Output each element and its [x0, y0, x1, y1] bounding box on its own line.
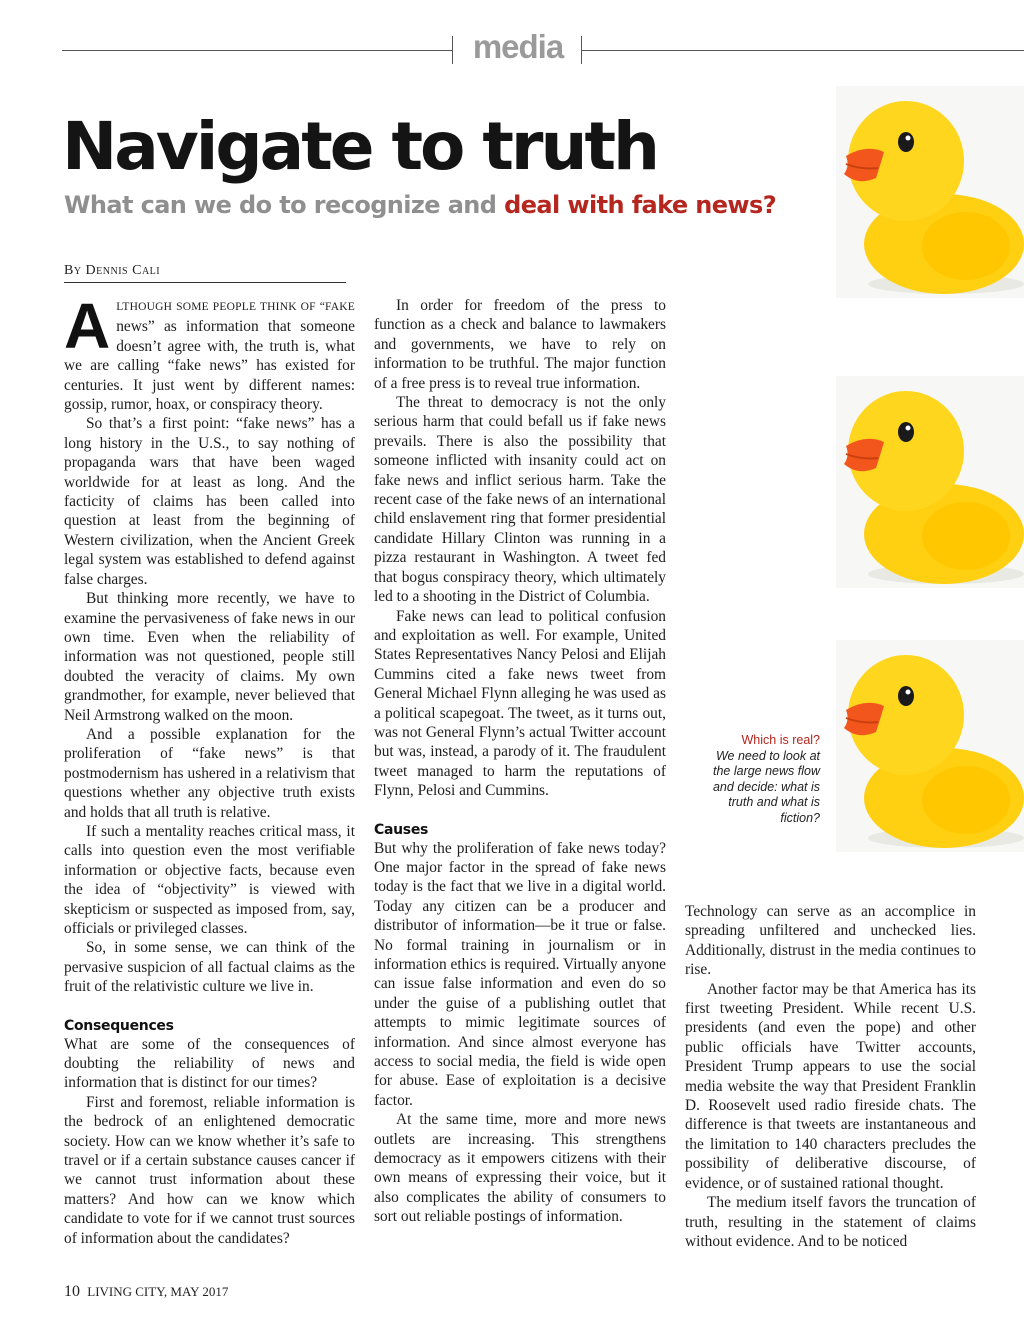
- heading-consequences: Consequences: [64, 1017, 174, 1034]
- paragraph: Technology can serve as an accomplice in spreading unfiltered and unchecked lies. Additionally, distrust in the media continues to rise.: [685, 903, 976, 979]
- section-label: media: [472, 28, 564, 65]
- caption-title: Which is real?: [741, 733, 820, 747]
- paragraph: First and foremost, reliable information is the bedrock of an enlightened democratic society. How can we know whether it’s safe to travel or if a certain substance causes cancer if we cannot trust information about these matters? And how can we know which candidate to vote for if we cannot trust sources of information about the candidates?: [64, 1093, 355, 1247]
- paragraph: But thinking more recently, we have to examine the pervasiveness of fake news in our own time. Even when the reliability of information was not questioned, people still doubted the veracity of claims. My own grandmother, for example, never believed that Neil Armstrong walked on the moon.: [64, 590, 355, 724]
- page-footer: [64, 1283, 228, 1301]
- article-column-1: [64, 290, 355, 1248]
- paragraph: Another factor may be that America has its first tweeting President. While recent U.S. presidents (and even the pope) and other public officials have Twitter accounts, President Trump appears to use the social media website the way that President Franklin D. Roosevelt used radio fireside chats. The difference is that tweets are instantaneous and the limitation to 140 characters precludes the possibility of deliberative discourse, of evidence, or of sustained rational thought.: [685, 980, 976, 1192]
- opening-text: news” as information that someone doesn’t agree with, the truth is, what we are calling “fake news” has existed for centuries. It just went by different names: gossip, rumor, hoax, or conspiracy theory.: [64, 318, 355, 414]
- paragraph: Fake news can lead to political confusion and exploitation as well. For example, United States Representatives Nancy Pelosi and Elijah Cummins cited a fake news tweet from General Michael Flynn alleging he was used as a political scapegoat. The tweet, as it turns out, was not General Flynn’s actual Twitter account but was, instead, a parody of it. The fraudulent tweet managed to harm the reputations of Flynn, Pelosi and Cummins.: [374, 607, 666, 800]
- article-column-2: [374, 296, 666, 1227]
- rubber-duck-photo-1: [836, 86, 1024, 298]
- paragraph: So, in some sense, we can think of the pervasive suspicion of all factual claims as the fruit of the relativistic culture we live in.: [64, 939, 355, 996]
- caption-text: We need to look at the large news flow and decide: what is truth and what is fiction?: [712, 748, 820, 825]
- byline-rule: [64, 282, 346, 283]
- section-rule-right: [582, 50, 1024, 51]
- paragraph: In order for freedom of the press to function as a check and balance to lawmakers and governments, we have to rely on information to be truthful. The major function of a free press is to reveal true information.: [374, 297, 666, 392]
- section-tick-left: [452, 36, 453, 64]
- paragraph: The threat to democracy is not the only serious harm that could befall us if fake news prevails. There is also the possibility that someone inflicted with insanity could act on fake news and inflict serious harm. Take the recent case of the fake news of an international child enslavement ring that former presidential candidate Hillary Clinton was running in a pizza restaurant in Washington. A tweet fed that bogus conspiracy theory, which ultimately led to a shooting in the District of Columbia.: [374, 394, 666, 606]
- paragraph: At the same time, more and more news outlets are increasing. This strengthens democracy as it empowers citizens with their own means of expressing their voice, but it also complicates the ability of consumers to sort out reliable postings of information.: [374, 1111, 666, 1226]
- opening-smallcaps: LTHOUGH SOME PEOPLE THINK OF “FAKE: [116, 301, 355, 313]
- photo-caption: [700, 733, 820, 826]
- paragraph: If such a mentality reaches critical mass, it calls into question even the most verifiable information or objective facts, because even the idea of “objectivity” is viewed with skepticism or suspected as imposed from, say, officials or privileged classes.: [64, 822, 355, 937]
- paragraph: What are some of the consequences of doubting the reliability of news and information that is distinct for our times?: [64, 1035, 355, 1092]
- heading-causes: Causes: [374, 821, 429, 838]
- article-subheadline: [64, 191, 776, 219]
- paragraph: So that’s a first point: “fake news” has a long history in the U.S., to say nothing of propaganda wars that have been waged worldwide for at least as long. And the facticity of claims has been called into question at least from the beginning of Western civilization, when the Ancient Greek legal system was established to defend against false charges.: [64, 415, 355, 588]
- subheadline-lead: What can we do to recognize and: [64, 191, 505, 219]
- section-rule-left: [62, 50, 452, 51]
- paragraph: And a possible explanation for the proliferation of “fake news” is that postmodernism has ushered in a relativism that questions whether any objective truth exists and holds that all truth is relative.: [64, 725, 355, 821]
- article-column-3: [685, 902, 976, 1251]
- article-headline: Navigate to truth: [62, 108, 657, 185]
- byline-text: By Dennis Cali: [64, 263, 161, 278]
- paragraph: The medium itself favors the truncation of truth, resulting in the statement of claims without evidence. And to be noticed: [685, 1194, 976, 1250]
- rubber-duck-photo-2: [836, 376, 1024, 588]
- paragraph: But why the proliferation of fake news today? One major factor in the spread of fake news today is the fact that we live in a digital world. Today any citizen can be a producer and distributor of information—be it true or false. No formal training in journalism or in information ethics is required. Virtually anyone can issue false information and even do so under the guise of a publishing outlet that attempts to mimic legitimate sources of information. And since almost everyone has access to social media, the field is wide open for abuse. Ease of exploitation is a decisive factor.: [374, 839, 666, 1109]
- rubber-duck-photo-3: [836, 640, 1024, 852]
- publication-info: LIVING CITY, MAY 2017: [87, 1284, 229, 1299]
- page-number: 10: [64, 1283, 80, 1300]
- subheadline-accent: deal with fake news?: [504, 191, 777, 219]
- byline: [64, 263, 160, 279]
- drop-cap: A: [64, 290, 111, 362]
- opening-paragraph: [64, 290, 355, 414]
